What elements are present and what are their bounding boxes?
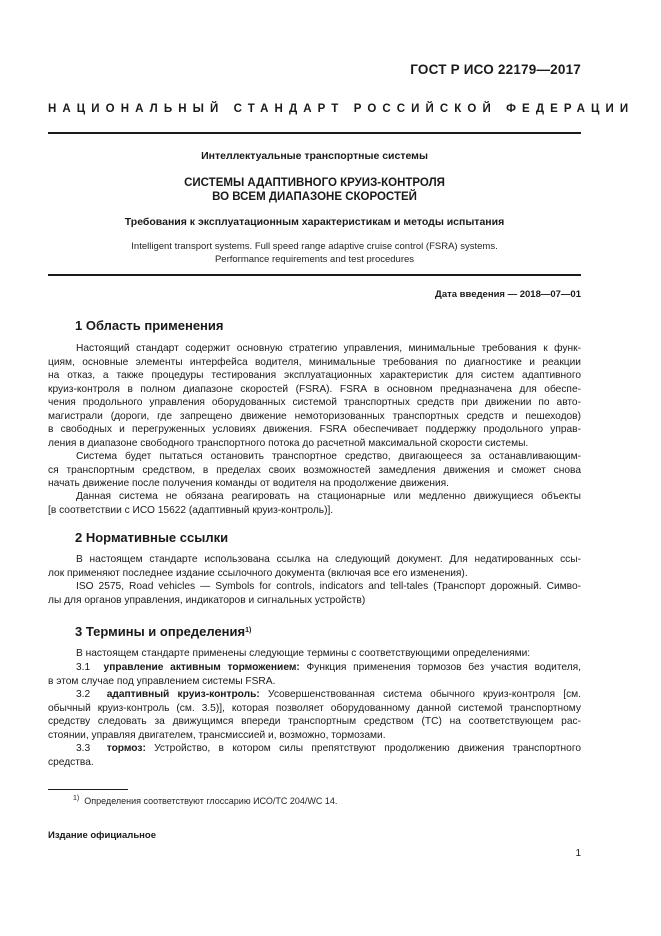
section2-heading: 2 Нормативные ссылки xyxy=(75,530,229,545)
text-line: ISO 2575, Road vehicles — Symbols for controls, indicators and tell-tales (Транспорт дорожный. Симво- xyxy=(76,581,581,592)
text-line: В настоящем стандарте использована ссылка на следующий документ. Для недатированных ссы- xyxy=(76,554,581,565)
term-3-2 xyxy=(48,688,581,742)
section1-paragraph3 xyxy=(48,490,581,517)
text-line: В настоящем стандарте применены следующие термины с соответствующими определениями: xyxy=(76,648,531,659)
section2-paragraph1 xyxy=(48,553,581,580)
text-line: средству следовать за движущимся впереди транспортным средством (ТС) на соответствующем рас- xyxy=(48,716,581,727)
text-line: Система будет пытаться остановить транспортное средство, двигающееся за останавливающим- xyxy=(76,451,581,462)
text-line: Настоящий стандарт содержит основную стратегию управления, минимальные требования к функ- xyxy=(76,343,581,354)
text-line: в этом случае под управлением системы FSRA. xyxy=(48,675,276,687)
term-3-1 xyxy=(48,661,581,688)
text-line: обычный круиз-контроль (см. 3.5)], которая позволяет оборудованному данной системой транспортному xyxy=(48,702,581,714)
text-line: круиз-контроля в полном диапазоне скоростей (FSRA). FSRA в основном предназначена для обеспе- xyxy=(48,383,581,395)
section3-intro xyxy=(48,647,581,661)
section1-paragraph1 xyxy=(48,342,581,450)
term-definition: Функция применения тормозов без участия водителя, xyxy=(299,662,581,673)
term-number: 3.1 xyxy=(76,662,91,673)
term-number: 3.3 xyxy=(76,743,91,754)
official-edition: Издание официальное xyxy=(48,830,156,841)
section1-heading: 1 Область применения xyxy=(75,318,224,333)
subtitle: Требования к эксплуатационным характеристикам и методы испытания xyxy=(124,216,505,228)
term-number: 3.2 xyxy=(76,689,91,700)
english-title-line2: Performance requirements and test procedures xyxy=(214,253,415,265)
standard-id: ГОСТ Р ИСО 22179—2017 xyxy=(410,62,581,77)
text-line: стоянии, управляя двигателем, трансмиссией и, возможно, тормозами. xyxy=(48,729,386,741)
text-line: ся транспортным средством, в пределах своих возможностей замедления движения и сможет снова xyxy=(48,464,581,476)
text-line: лы для органов управления, индикаторов и сигнальных устройств) xyxy=(48,594,366,606)
footnote-text: Определения соответствуют глоссарию ИСО/ТС 204/WC 14. xyxy=(84,796,338,806)
text-line: чения продольного управления оборудованных системой транспортных средств при движении по авто- xyxy=(48,397,581,408)
main-title-line1: СИСТЕМЫ АДАПТИВНОГО КРУИЗ-КОНТРОЛЯ xyxy=(184,177,445,189)
introduction-date: Дата введения — 2018—07—01 xyxy=(435,289,581,300)
text-line: ления в диапазоне свободного транспортного потока до расчетной максимальной скорости системы. xyxy=(48,437,529,449)
footnote-mark: 1) xyxy=(73,795,80,802)
section3-heading-text: 3 Термины и определения xyxy=(75,624,246,639)
text-line: средства. xyxy=(48,756,94,768)
term-definition: Усовершенствованная система обычного круиз-контроля [см. xyxy=(259,689,581,700)
section2-paragraph2 xyxy=(48,580,581,607)
footnote-ref: 1) xyxy=(245,627,252,634)
term-definition: Устройство, в котором силы препятствуют продолжению движения транспортного xyxy=(145,743,581,754)
section3-heading xyxy=(75,624,251,639)
term-name: тормоз: xyxy=(106,743,146,754)
term-name: управление активным торможением: xyxy=(103,662,300,673)
english-title xyxy=(48,241,581,266)
top-rule xyxy=(48,132,581,134)
title-rule xyxy=(48,274,581,276)
footnote xyxy=(73,796,337,806)
english-title-line1: Intelligent transport systems. Full speed range adaptive cruise control (FSRA) systems. xyxy=(131,241,498,252)
text-line: [в соответствии с ИСО 15622 (адаптивный круиз-контроль)]. xyxy=(48,504,334,516)
text-line: начать движение после получения команды от водителя на продолжение движения. xyxy=(48,478,449,489)
national-standard-banner: НАЦИОНАЛЬНЫЙ СТАНДАРТ РОССИЙСКОЙ ФЕДЕРАЦИИ xyxy=(48,103,635,115)
main-title-line2: ВО ВСЕМ ДИАПАЗОНЕ СКОРОСТЕЙ xyxy=(212,191,417,203)
section1-paragraph2 xyxy=(48,450,581,491)
main-title xyxy=(48,176,581,204)
text-line: магистрали (дороги, где запрещено движение немоторизованных транспортных средств и пешеходов) xyxy=(48,410,581,422)
text-line: на отказ, а также процедуры тестирования эксплуатационных характеристик для систем адаптивного xyxy=(48,370,581,381)
title-series: Интеллектуальные транспортные системы xyxy=(201,150,428,162)
term-name: адаптивный круиз-контроль: xyxy=(106,689,260,700)
footnote-rule xyxy=(48,789,128,790)
text-line: в свободных и перегруженных условиях движения. FSRA обеспечивает поддержку продольного управ- xyxy=(48,424,581,435)
text-line: Данная система не обязана реагировать на стационарные или медленно движущиеся объекты xyxy=(76,491,581,502)
text-line: лок применяют последнее издание ссылочного документа (включая все его изменения). xyxy=(48,567,468,579)
term-3-3 xyxy=(48,742,581,769)
text-line: циям, основные элементы интерфейса водителя, минимальные требования по диагностике и реакции xyxy=(48,356,581,368)
page-number: 1 xyxy=(575,848,581,859)
